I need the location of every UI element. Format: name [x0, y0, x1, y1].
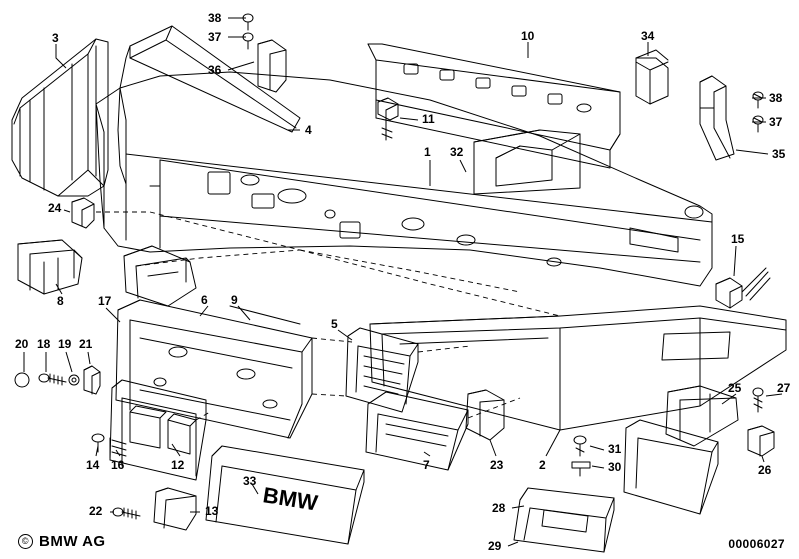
part-18-screw: [39, 374, 66, 385]
fastener-38-right: [753, 92, 763, 108]
callout-29: 29: [488, 539, 502, 553]
callout-38a: 38: [208, 11, 222, 25]
part-14-fastener: [92, 434, 104, 452]
callout-12: 12: [171, 458, 185, 472]
part-22-bolt: [113, 508, 140, 519]
fastener-37-left: [243, 33, 253, 49]
callout-2: 2: [539, 458, 546, 472]
document-number: 00006027: [728, 537, 785, 551]
callout-32: 32: [450, 145, 464, 159]
callout-5: 5: [331, 317, 338, 331]
part-8-end-cap: [18, 240, 82, 294]
part-29-air-duct-lower: [514, 488, 614, 552]
callout-28: 28: [492, 501, 506, 515]
part-13-bracket: [154, 488, 196, 530]
callout-25: 25: [728, 381, 742, 395]
part-36-clip: [258, 40, 286, 92]
part-35-bracket: [700, 76, 734, 160]
callout-8: 8: [57, 294, 64, 308]
fastener-37-right: [753, 116, 763, 132]
part-6-plate-carrier: [116, 300, 312, 438]
part-16-spring: [110, 438, 126, 458]
callout-27: 27: [777, 381, 791, 395]
callout-37a: 37: [208, 30, 222, 44]
part-19-washer: [69, 375, 79, 385]
part-12-plate-frame: [110, 380, 206, 480]
callout-16: 16: [111, 458, 125, 472]
callout-10: 10: [521, 29, 535, 43]
callout-36: 36: [208, 63, 222, 77]
part-28-duct: [624, 420, 718, 514]
callout-14: 14: [86, 458, 100, 472]
part-17-bracket: [124, 246, 196, 306]
callout-22: 22: [89, 504, 103, 518]
part-30-bolt: [572, 462, 590, 476]
callout-23: 23: [490, 458, 504, 472]
part-27-screw: [753, 388, 763, 412]
callout-37b: 37: [769, 115, 783, 129]
callout-20: 20: [15, 337, 29, 351]
fastener-38-left: [243, 14, 253, 30]
callout-6: 6: [201, 293, 208, 307]
callout-9: 9: [231, 293, 238, 307]
callout-31: 31: [608, 442, 622, 456]
copyright-icon: ©: [18, 534, 33, 549]
callout-26: 26: [758, 463, 772, 477]
callout-34: 34: [641, 29, 655, 43]
callout-19: 19: [58, 337, 72, 351]
callout-38b: 38: [769, 91, 783, 105]
callout-21: 21: [79, 337, 93, 351]
brand-text: BMW AG: [39, 533, 106, 550]
part-2-lower-bumper: [370, 306, 786, 430]
part-34-bracket: [636, 50, 668, 104]
callout-13: 13: [205, 504, 219, 518]
callout-24: 24: [48, 201, 62, 215]
callout-4: 4: [305, 123, 312, 137]
part-10-bumper-carrier: [368, 44, 620, 168]
callout-33: 33: [243, 474, 257, 488]
footer-brand: [18, 533, 106, 550]
part-7-fog-cover: [366, 392, 468, 470]
part-15-bolt: [716, 268, 770, 308]
part-21-nut: [84, 366, 100, 394]
part-24-clip: [72, 198, 94, 228]
part-31-bolt: [574, 436, 586, 456]
part-23-bracket: [466, 390, 504, 440]
callout-30: 30: [608, 460, 622, 474]
part-32-cover: [474, 130, 580, 194]
callout-3: 3: [52, 31, 59, 45]
callout-7: 7: [423, 458, 430, 472]
part-20-cap: [15, 373, 29, 387]
callout-1: 1: [424, 145, 431, 159]
callout-11: 11: [422, 112, 435, 126]
callout-18: 18: [37, 337, 51, 351]
part-26-clip: [748, 426, 774, 456]
callout-35: 35: [772, 147, 786, 161]
callout-17: 17: [98, 294, 112, 308]
part-4-impact-strip: [118, 26, 300, 184]
callout-15: 15: [731, 232, 745, 246]
plate-bmw-text: BMW: [261, 482, 320, 516]
